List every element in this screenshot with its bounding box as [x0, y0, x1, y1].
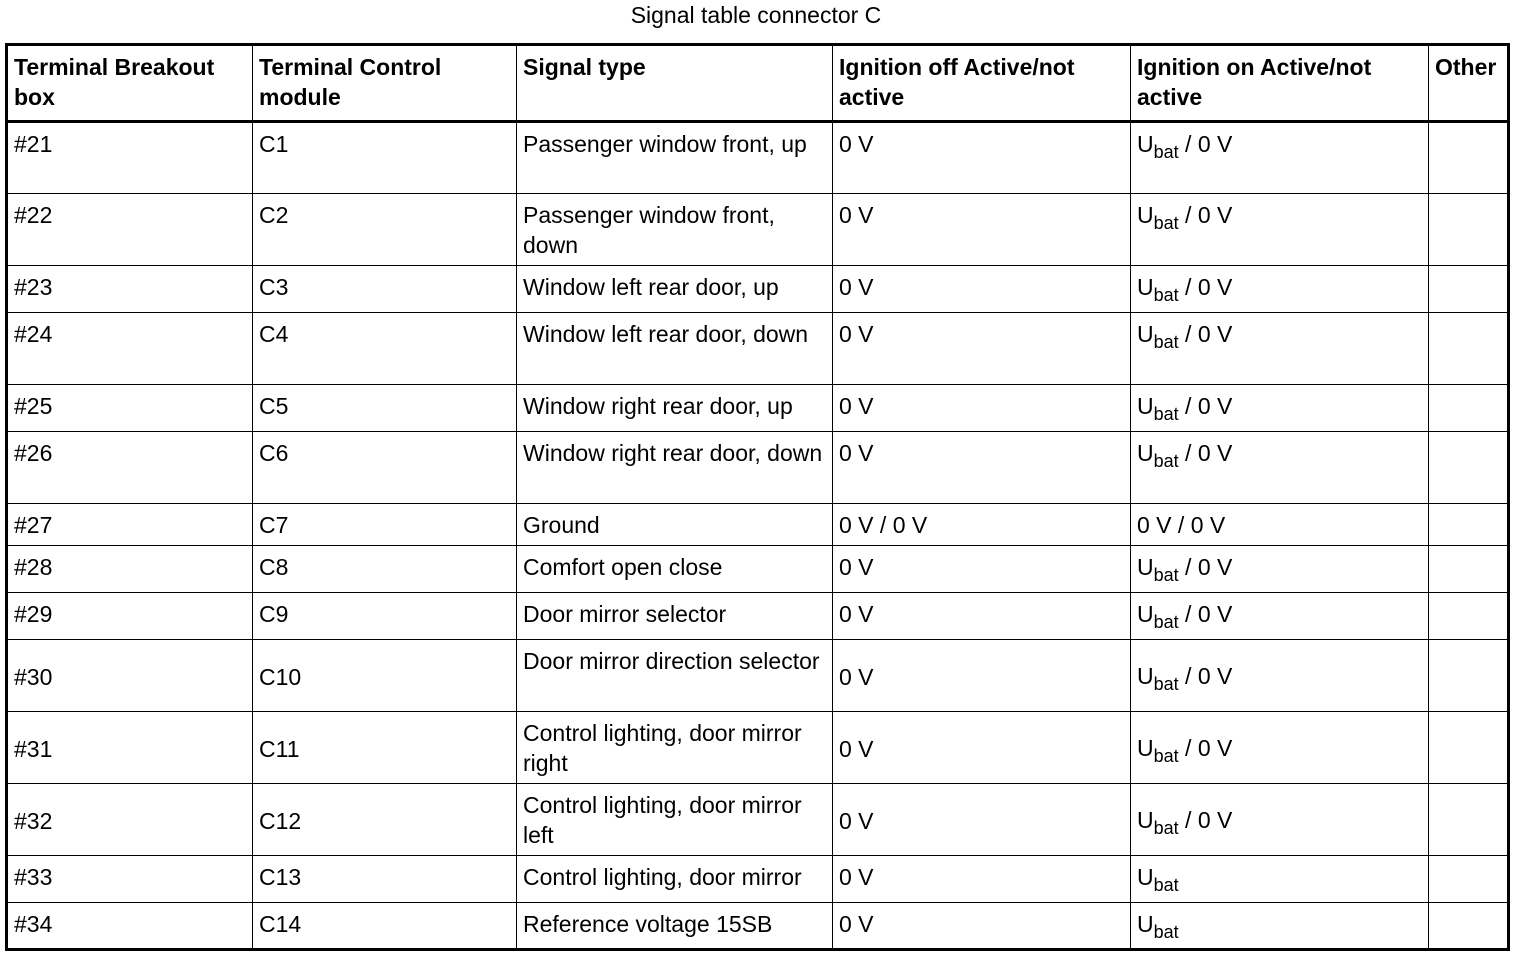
header-signal-type: Signal type: [517, 45, 833, 122]
ubat-subscript: bat: [1153, 332, 1179, 352]
signal-type-cell: Passenger window front, up: [517, 122, 833, 194]
ignition-on-cell: [1131, 432, 1429, 504]
ignition-on-cell: [1131, 784, 1429, 856]
ignition-on-cell: [1131, 593, 1429, 640]
ignition-on-cell: [1131, 712, 1429, 784]
breakout-cell: #21: [7, 122, 253, 194]
ubat-subscript: bat: [1153, 142, 1179, 162]
ubat-symbol: U: [1137, 131, 1154, 157]
table-row: [7, 432, 1509, 504]
ignition-on-value: / 0 V: [1178, 321, 1233, 347]
module-cell: C11: [253, 712, 517, 784]
ignition-off-cell: 0 V: [833, 122, 1131, 194]
table-row: [7, 504, 1509, 546]
ubat-subscript: bat: [1153, 922, 1179, 942]
header-row: [7, 45, 1509, 122]
ubat-subscript: bat: [1153, 817, 1179, 838]
ignition-on-cell: [1131, 504, 1429, 546]
breakout-cell: #30: [7, 640, 253, 712]
table-row: [7, 640, 1509, 712]
table-title: Signal table connector C: [630, 2, 882, 28]
module-cell: C10: [253, 640, 517, 712]
ignition-off-cell: 0 V: [833, 432, 1131, 504]
ubat-symbol: U: [1137, 734, 1154, 761]
signal-type-cell: Window right rear door, up: [517, 385, 833, 432]
ubat-symbol: U: [1137, 601, 1154, 627]
module-cell: C14: [253, 903, 517, 950]
table-row: [7, 385, 1509, 432]
ignition-off-cell: 0 V: [833, 712, 1131, 784]
ubat-symbol: U: [1137, 662, 1154, 689]
other-cell: [1429, 122, 1509, 194]
table-row: [7, 856, 1509, 903]
ignition-on-cell: [1131, 856, 1429, 903]
module-cell: C8: [253, 546, 517, 593]
other-cell: [1429, 903, 1509, 950]
signal-type-cell: Control lighting, door mirror right: [517, 712, 833, 784]
other-cell: [1429, 313, 1509, 385]
other-cell: [1429, 640, 1509, 712]
signal-type-cell: Control lighting, door mirror left: [517, 784, 833, 856]
other-cell: [1429, 712, 1509, 784]
ubat-subscript: bat: [1153, 745, 1179, 766]
other-cell: [1429, 504, 1509, 546]
breakout-cell: #27: [7, 504, 253, 546]
ubat-symbol: U: [1137, 321, 1154, 347]
breakout-cell: #26: [7, 432, 253, 504]
ignition-on-value: / 0 V: [1178, 734, 1233, 761]
signal-type-cell: Control lighting, door mirror: [517, 856, 833, 903]
ignition-on-value: / 0 V: [1178, 554, 1233, 580]
module-cell: C13: [253, 856, 517, 903]
module-cell: C3: [253, 266, 517, 313]
header-ignition-on: Ignition on Active/not active: [1131, 45, 1429, 122]
ubat-subscript: bat: [1153, 285, 1179, 305]
ignition-on-value: / 0 V: [1178, 806, 1233, 833]
other-cell: [1429, 385, 1509, 432]
ignition-on-value: / 0 V: [1178, 202, 1233, 228]
ignition-on-value: / 0 V: [1178, 393, 1233, 419]
breakout-cell: #22: [7, 194, 253, 266]
table-row: [7, 712, 1509, 784]
ubat-subscript: bat: [1153, 404, 1179, 424]
breakout-cell: #24: [7, 313, 253, 385]
breakout-cell: #32: [7, 784, 253, 856]
ignition-on-value: / 0 V: [1178, 601, 1233, 627]
ignition-off-cell: 0 V: [833, 640, 1131, 712]
module-cell: C4: [253, 313, 517, 385]
ignition-off-cell: 0 V: [833, 385, 1131, 432]
ignition-on-cell: [1131, 903, 1429, 950]
ignition-off-cell: 0 V: [833, 593, 1131, 640]
signal-type-cell: Passenger window front, down: [517, 194, 833, 266]
table-row: [7, 546, 1509, 593]
ignition-on-cell: [1131, 194, 1429, 266]
ignition-off-cell: 0 V: [833, 903, 1131, 950]
signal-type-cell: Door mirror selector: [517, 593, 833, 640]
other-cell: [1429, 546, 1509, 593]
ignition-off-cell: 0 V: [833, 266, 1131, 313]
ubat-subscript: bat: [1153, 875, 1179, 895]
ignition-on-cell: [1131, 546, 1429, 593]
signal-type-cell: Reference voltage 15SB: [517, 903, 833, 950]
other-cell: [1429, 856, 1509, 903]
header-terminal-control-module: Terminal Control module: [253, 45, 517, 122]
other-cell: [1429, 784, 1509, 856]
module-cell: C2: [253, 194, 517, 266]
breakout-cell: #28: [7, 546, 253, 593]
signal-type-cell: Comfort open close: [517, 546, 833, 593]
table-row: [7, 313, 1509, 385]
ubat-symbol: U: [1137, 911, 1154, 937]
module-cell: C5: [253, 385, 517, 432]
module-cell: C6: [253, 432, 517, 504]
breakout-cell: #23: [7, 266, 253, 313]
ubat-symbol: U: [1137, 202, 1154, 228]
ubat-subscript: bat: [1153, 451, 1179, 471]
other-cell: [1429, 593, 1509, 640]
ubat-subscript: bat: [1153, 213, 1179, 233]
signal-table: [5, 43, 1510, 951]
header-ignition-off: Ignition off Active/not active: [833, 45, 1131, 122]
ignition-on-cell: [1131, 266, 1429, 313]
ignition-off-cell: 0 V: [833, 784, 1131, 856]
ignition-on-cell: [1131, 640, 1429, 712]
ubat-symbol: U: [1137, 440, 1154, 466]
table-row: [7, 194, 1509, 266]
ubat-symbol: U: [1137, 554, 1154, 580]
signal-type-cell: Window left rear door, down: [517, 313, 833, 385]
table-row: [7, 784, 1509, 856]
ignition-off-cell: 0 V / 0 V: [833, 504, 1131, 546]
other-cell: [1429, 266, 1509, 313]
breakout-cell: #25: [7, 385, 253, 432]
ubat-symbol: U: [1137, 274, 1154, 300]
ignition-off-cell: 0 V: [833, 194, 1131, 266]
table-row: [7, 266, 1509, 313]
table-row: [7, 593, 1509, 640]
breakout-cell: #31: [7, 712, 253, 784]
signal-type-cell: Window right rear door, down: [517, 432, 833, 504]
ignition-on-value: 0 V / 0 V: [1137, 512, 1226, 538]
other-cell: [1429, 432, 1509, 504]
ignition-off-cell: 0 V: [833, 546, 1131, 593]
table-body: [7, 122, 1509, 950]
ubat-subscript: bat: [1153, 673, 1179, 694]
ubat-symbol: U: [1137, 393, 1154, 419]
table-row: [7, 122, 1509, 194]
module-cell: C7: [253, 504, 517, 546]
ignition-on-cell: [1131, 122, 1429, 194]
ignition-on-value: / 0 V: [1178, 440, 1233, 466]
ignition-on-cell: [1131, 313, 1429, 385]
module-cell: C12: [253, 784, 517, 856]
header-terminal-breakout-box: Terminal Breakout box: [7, 45, 253, 122]
ubat-symbol: U: [1137, 806, 1154, 833]
breakout-cell: #34: [7, 903, 253, 950]
other-cell: [1429, 194, 1509, 266]
ignition-on-value: / 0 V: [1178, 274, 1233, 300]
module-cell: C9: [253, 593, 517, 640]
ignition-on-value: / 0 V: [1178, 131, 1233, 157]
signal-type-cell: Ground: [517, 504, 833, 546]
ubat-subscript: bat: [1153, 612, 1179, 632]
ignition-on-cell: [1131, 385, 1429, 432]
ignition-off-cell: 0 V: [833, 856, 1131, 903]
ubat-subscript: bat: [1153, 565, 1179, 585]
breakout-cell: #33: [7, 856, 253, 903]
breakout-cell: #29: [7, 593, 253, 640]
ignition-on-value: / 0 V: [1178, 662, 1233, 689]
header-other: Other: [1429, 45, 1509, 122]
ubat-symbol: U: [1137, 864, 1154, 890]
signal-type-cell: Window left rear door, up: [517, 266, 833, 313]
ignition-off-cell: 0 V: [833, 313, 1131, 385]
table-row: [7, 903, 1509, 950]
module-cell: C1: [253, 122, 517, 194]
signal-type-cell: Door mirror direction selector: [517, 640, 833, 712]
